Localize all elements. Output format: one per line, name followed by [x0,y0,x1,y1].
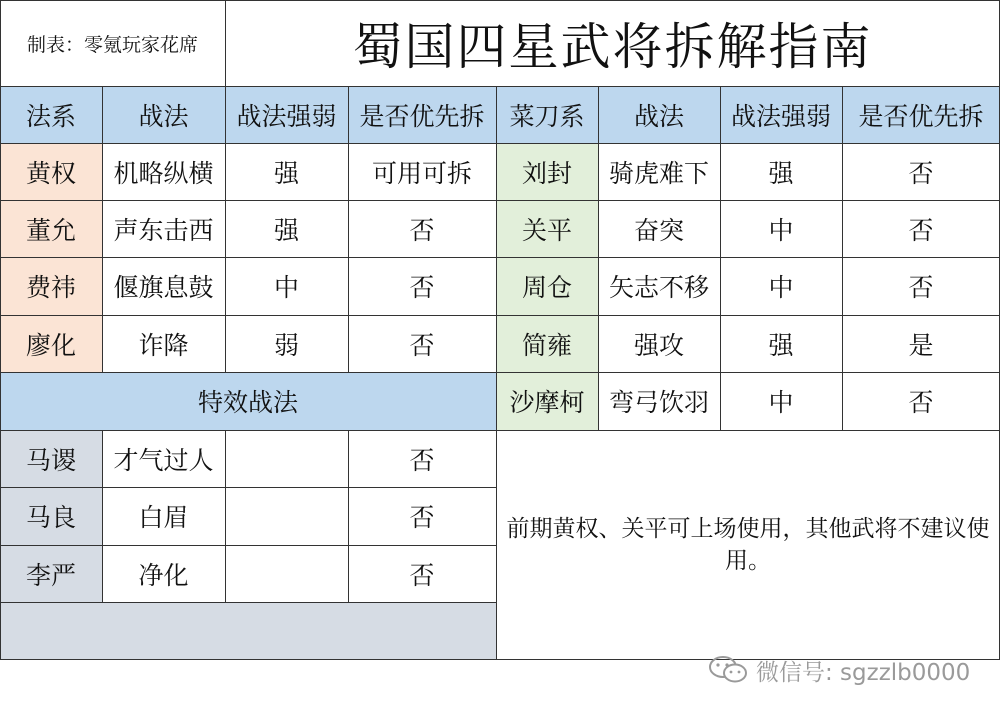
fa-general-name: 黄权 [0,143,102,200]
grid-line [720,86,721,430]
caidao-strength: 中 [768,215,794,245]
grid-line [0,315,1000,316]
grid-line [0,86,1000,87]
caidao-general-name: 刘封 [496,143,598,200]
special-general-name: 李严 [0,545,102,602]
grid-line [0,143,1000,144]
special-skill: 才气过人 [113,445,214,475]
special-strength [225,487,348,545]
special-general-name: 马良 [0,487,102,545]
usage-note: 前期黄权、关平可上场使用，其他武将不建议使用。 [506,515,990,574]
special-priority: 否 [409,503,435,532]
caidao-priority: 否 [908,158,934,188]
header-strength-right: 战法强弱 [720,86,842,143]
author-credit: 制表：零氪玩家花席 [26,33,198,56]
special-strength [225,545,348,602]
caidao-general-name: 简雍 [496,315,598,372]
grid-line [0,372,1000,373]
fa-strength: 中 [273,273,299,302]
special-skill-section-title: 特效战法 [0,372,496,430]
fa-general-name: 董允 [0,200,102,257]
special-priority: 否 [409,560,435,590]
fa-priority: 可用可拆 [371,158,472,188]
fa-strength: 强 [273,158,299,188]
special-general-name: 马谡 [0,430,102,487]
header-skill: 战法 [102,86,225,143]
caidao-priority: 否 [908,388,934,417]
fa-priority: 否 [409,330,435,360]
special-priority: 否 [409,445,435,475]
grid-line [0,430,1000,431]
caidao-general-name: 关平 [496,200,598,257]
grid-line [0,487,496,488]
grid-line [225,86,226,372]
header-priority: 是否优先拆 [348,86,496,143]
caidao-priority: 否 [908,215,934,245]
caidao-strength: 强 [768,330,794,360]
special-strength [225,430,348,487]
grid-line [225,430,226,602]
grid-line [0,200,1000,201]
header-caidao-category: 菜刀系 [496,86,598,143]
fa-skill: 机略纵横 [113,158,214,188]
grid-line [225,0,226,86]
grid-line [0,0,1000,1]
page-title: 蜀国四星武将拆解指南 [352,18,873,76]
caidao-skill: 强攻 [633,330,684,360]
fa-skill: 偃旗息鼓 [113,273,214,302]
fa-priority: 否 [409,273,435,302]
grid-line [348,430,349,602]
grid-line [0,257,1000,258]
fa-strength: 弱 [273,330,299,360]
caidao-strength: 中 [768,273,794,302]
caidao-skill: 骑虎难下 [608,158,709,188]
grid-line [0,0,1,659]
grid-line [496,86,497,659]
fa-general-name: 廖化 [0,315,102,372]
caidao-priority: 否 [908,273,934,302]
caidao-general-name: 周仓 [496,257,598,315]
empty-row [0,602,496,659]
header-priority-right: 是否优先拆 [842,86,1000,143]
caidao-skill: 弯弓饮羽 [608,388,709,417]
grid-line [0,545,496,546]
fa-priority: 否 [409,215,435,245]
header-strength: 战法强弱 [225,86,348,143]
grid-line [0,602,496,603]
caidao-skill: 奋突 [633,215,684,245]
fa-skill: 声东击西 [113,215,214,245]
grid-line [842,86,843,430]
grid-line [348,86,349,372]
wechat-icon [708,655,748,685]
caidao-priority: 是 [908,330,934,360]
header-fa-category: 法系 [0,86,102,143]
watermark-text: 微信号: sgzzlb0000 [756,659,971,686]
fa-strength: 强 [273,215,299,245]
grid-line [102,430,103,602]
special-skill: 净化 [138,560,189,590]
header-skill-right: 战法 [598,86,720,143]
grid-line [102,86,103,372]
watermark [708,652,970,688]
fa-skill: 诈降 [138,330,189,360]
special-skill: 白眉 [138,503,189,532]
caidao-strength: 强 [768,158,794,188]
fa-general-name: 费祎 [0,257,102,315]
caidao-skill: 矢志不移 [608,273,709,302]
grid-line [598,86,599,430]
caidao-general-name: 沙摩柯 [496,372,598,430]
caidao-strength: 中 [768,388,794,417]
